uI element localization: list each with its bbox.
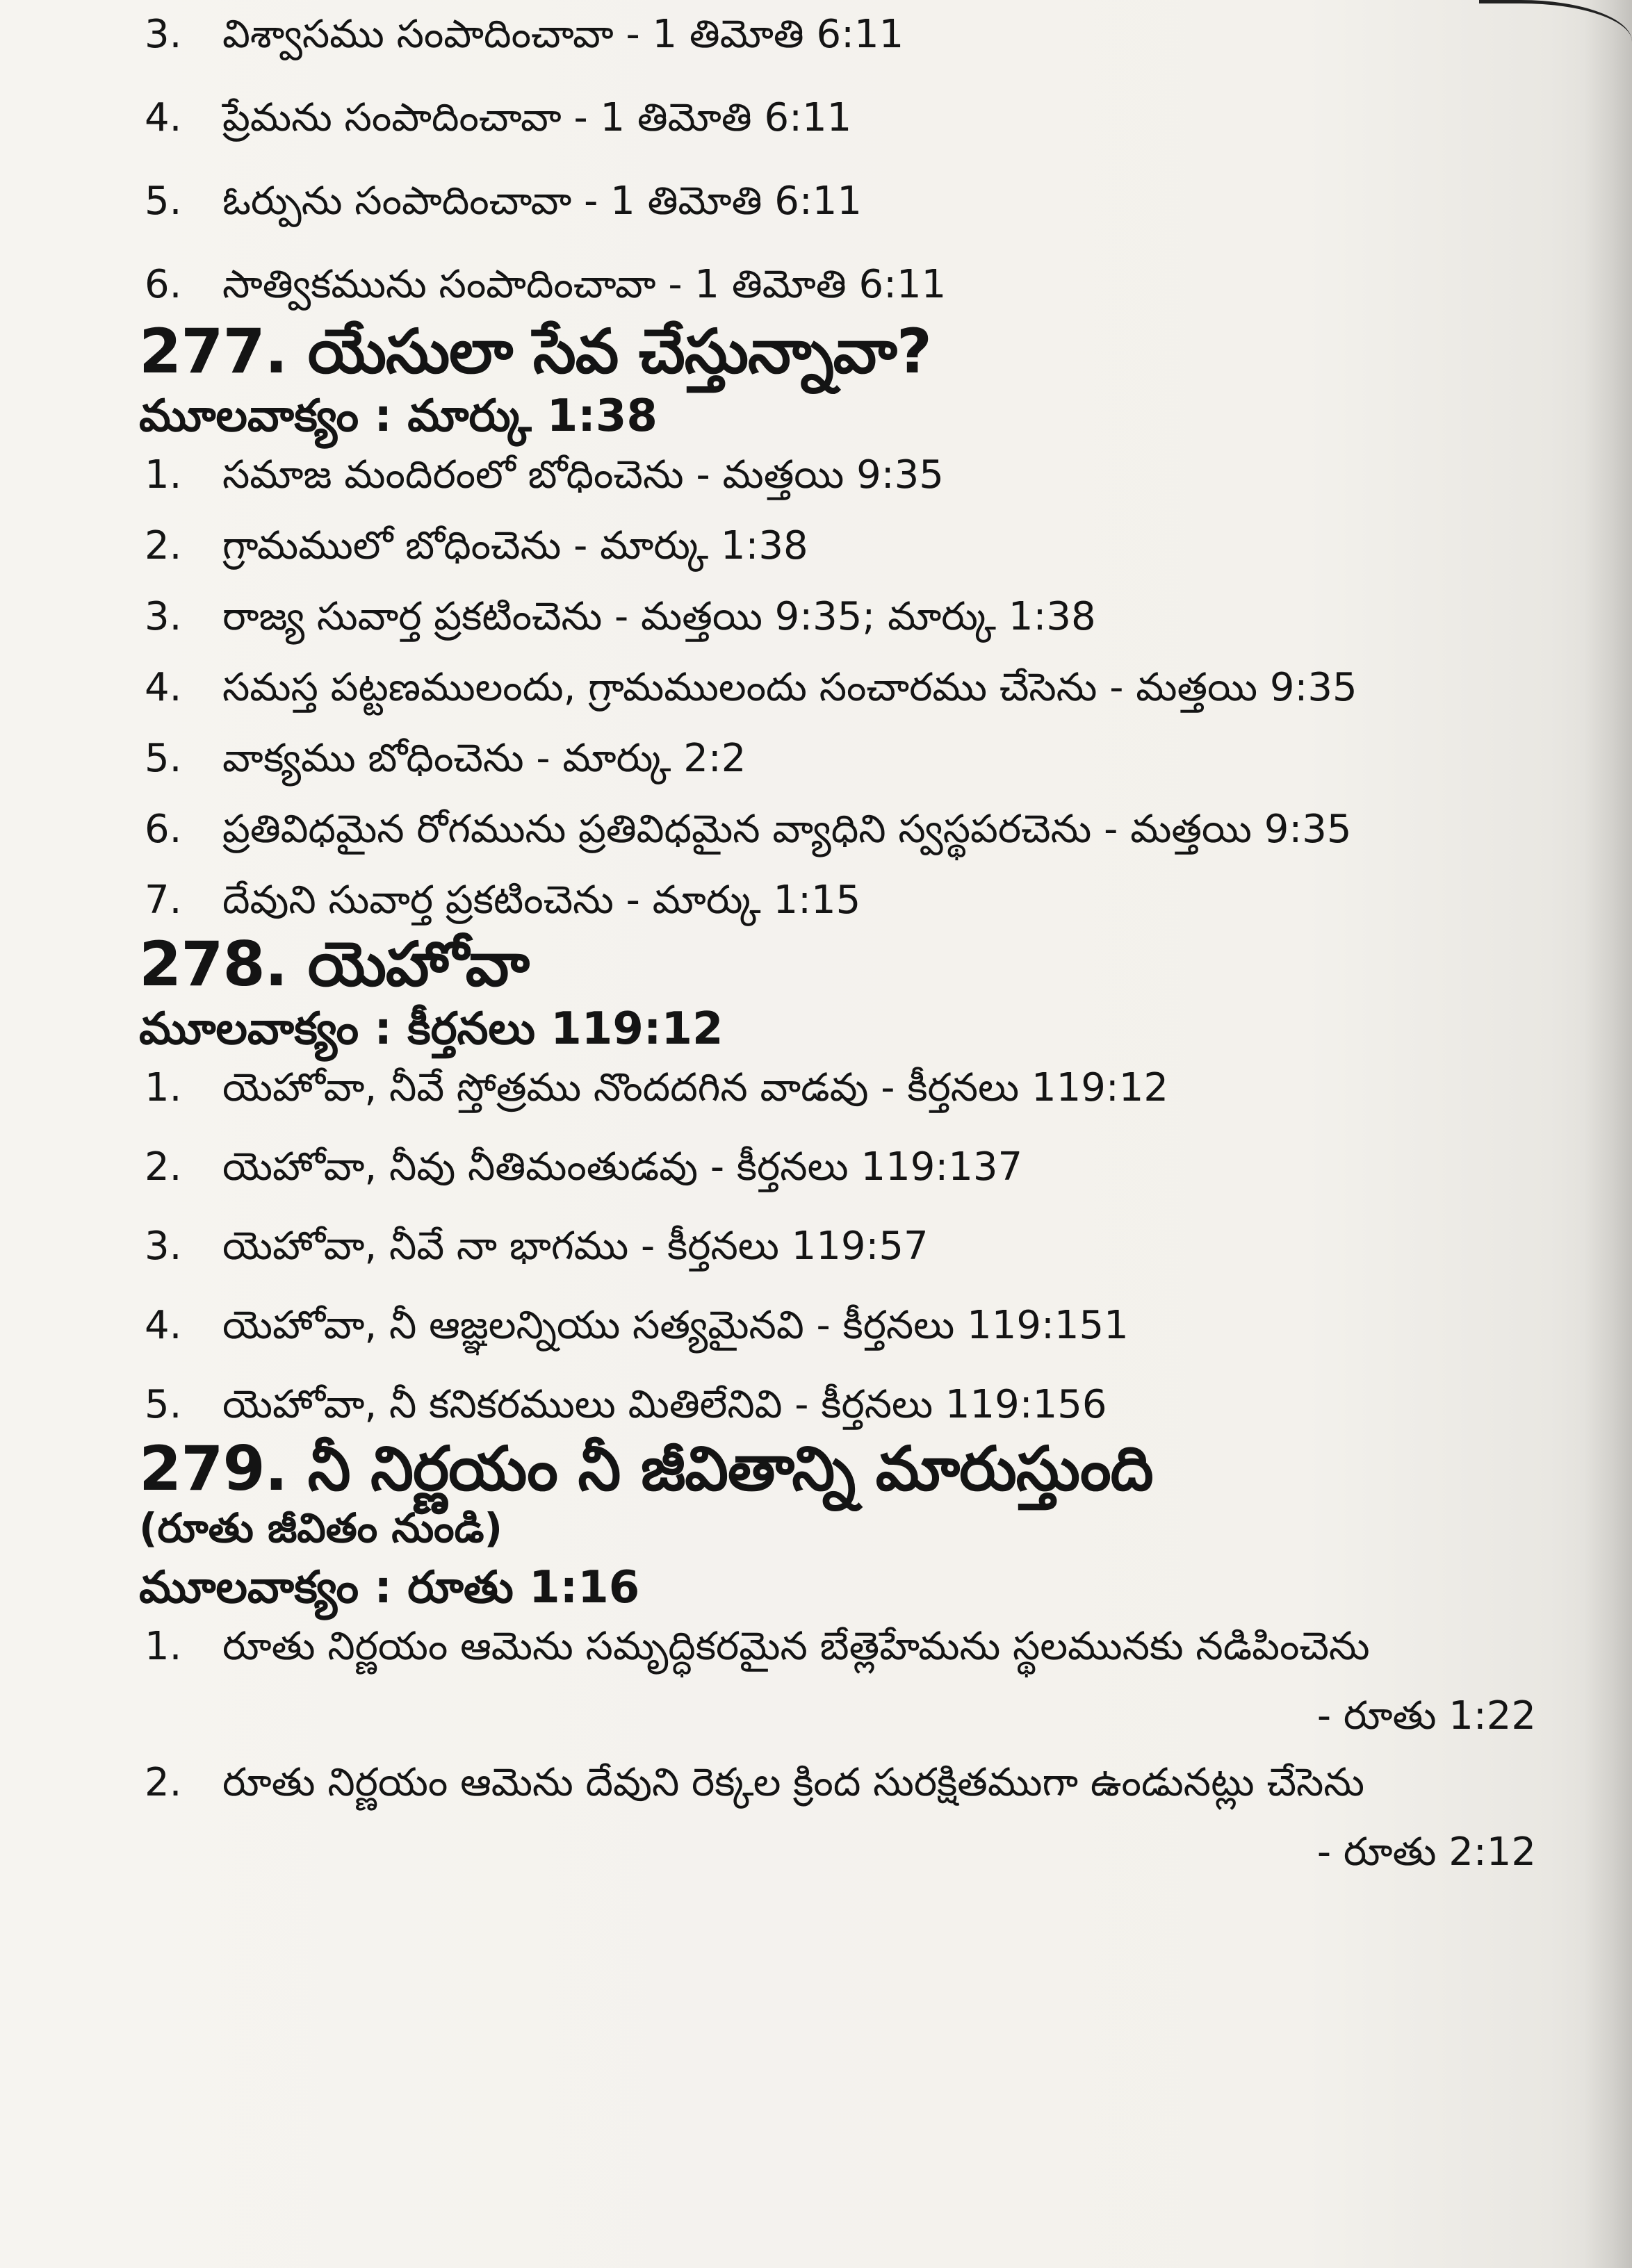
key-verse-278: మూలవాక్యం : కీర్తనలు 119:12 [139,1003,724,1055]
section-heading-278: 278. యెహోవా [139,928,529,1000]
list-item [139,596,1571,638]
item-number: 3. [145,12,182,57]
section-heading-277: 277. యేసులా సేవ చేస్తున్నావా? [139,315,931,387]
item-text: ఓర్పును సంపాదించావా - 1 తిమోతి 6:11 [222,179,862,224]
item-text: యెహోవా, నీవే నా భాగము - కీర్తనలు 119:57 [222,1224,929,1269]
page-content [139,14,1571,1898]
item-number: 2. [145,1144,182,1190]
list-item [139,525,1571,567]
item-number: 5. [145,1382,182,1427]
item-text: గ్రామములో బోధించెను - మార్కు 1:38 [222,523,808,568]
item-number: 6. [145,262,182,307]
list-item [139,1067,1571,1109]
list-item-line [139,1762,1571,1804]
list-item [139,97,1571,139]
item-number: 3. [145,1224,182,1269]
list-item [139,1762,1571,1873]
item-text: రూతు నిర్ణయం ఆమెను సమృద్ధికరమైన బేత్లెహేమను స్థలమునకు నడిపించెను [222,1624,1370,1669]
key-verse-277: మూలవాక్యం : మార్కు 1:38 [139,391,658,442]
key-verse-279: మూలవాక్యం : రూతు 1:16 [139,1562,640,1613]
item-number: 4. [145,1303,182,1348]
list-item-line [139,1626,1571,1668]
item-number: 1. [145,1065,182,1110]
page-edge-shadow [1583,0,1632,2268]
list-item [139,1626,1571,1737]
item-number: 3. [145,594,182,639]
item-text: యెహోవా, నీవు నీతిమంతుడవు - కీర్తనలు 119:137 [222,1144,1023,1190]
item-number: 6. [145,807,182,852]
item-text: రాజ్య సువార్త ప్రకటించెను - మత్తయి 9:35; మార్కు 1:38 [222,594,1096,639]
list-item [139,454,1571,496]
item-text: రూతు నిర్ణయం ఆమెను దేవుని రెక్కల క్రింద సురక్షితముగా ఉండునట్లు చేసెను [222,1760,1365,1805]
list-item [139,181,1571,222]
item-number: 1. [145,1624,182,1669]
item-text: సాత్వికమును సంపాదించావా - 1 తిమోతి 6:11 [222,262,947,307]
item-text: ప్రేమను సంపాదించావా - 1 తిమోతి 6:11 [222,95,852,140]
item-text: సమస్త పట్టణములందు, గ్రామములందు సంచారము చేసెను - మత్తయి 9:35 [222,665,1357,710]
list-item [139,738,1571,780]
list-item [139,809,1571,850]
list-item [139,1305,1571,1347]
list-item [139,667,1571,709]
item-text: దేవుని సువార్త ప్రకటించెను - మార్కు 1:15 [222,878,861,923]
item-number: 2. [145,1760,182,1805]
section-subtitle-279: (రూతు జీవితం నుండి) [139,1504,503,1552]
item-number: 5. [145,736,182,781]
item-text: యెహోవా, నీ ఆజ్ఞలన్నియు సత్యమైనవి - కీర్తనలు 119:151 [222,1303,1129,1348]
item-text: వాక్యము బోధించెను - మార్కు 2:2 [222,736,746,781]
item-number: 7. [145,878,182,923]
section-heading-279: 279. నీ నిర్ణయం నీ జీవితాన్ని మారుస్తుంది [139,1433,1153,1504]
item-text: సమాజ మందిరంలో బోధించెను - మత్తయి 9:35 [222,452,944,498]
item-number: 1. [145,452,182,498]
list-item [139,14,1571,56]
item-text: ప్రతివిధమైన రోగమును ప్రతివిధమైన వ్యాధిని స్వస్థపరచెను - మత్తయి 9:35 [222,807,1352,852]
item-reference: - రూతు 2:12 [1316,1830,1536,1875]
item-text: యెహోవా, నీవే స్తోత్రము నొందదగిన వాడవు - కీర్తనలు 119:12 [222,1065,1168,1110]
list-item [139,880,1571,921]
item-number: 5. [145,179,182,224]
item-reference: - రూతు 1:22 [1316,1693,1536,1739]
list-item [139,1384,1571,1426]
item-number: 4. [145,95,182,140]
list-item [139,264,1571,306]
item-text: యెహోవా, నీ కనికరములు మితిలేనివి - కీర్తనలు 119:156 [222,1382,1107,1427]
item-number: 2. [145,523,182,568]
item-number: 4. [145,665,182,710]
list-item [139,1226,1571,1267]
item-text: విశ్వాసము సంపాదించావా - 1 తిమోతి 6:11 [222,12,904,57]
list-item [139,1144,1571,1190]
